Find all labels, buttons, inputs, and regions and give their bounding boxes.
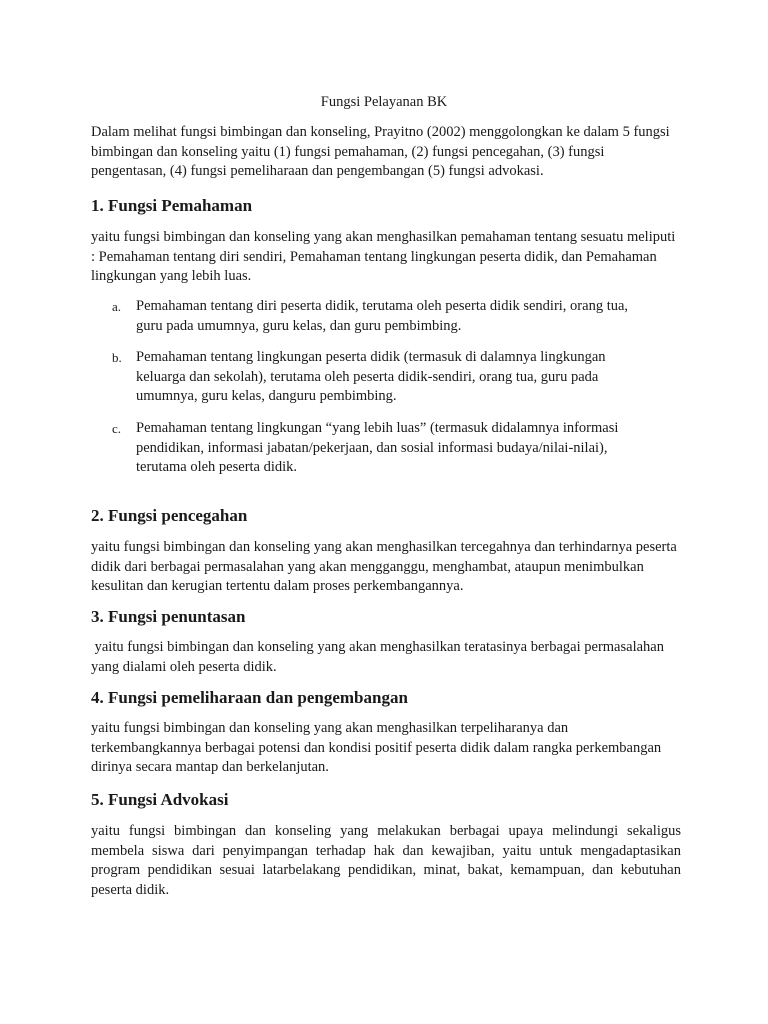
section-heading-advokasi: 5. Fungsi Advokasi [91, 790, 229, 809]
list-marker: c. [112, 421, 122, 436]
list-item-text: Pemahaman tentang lingkungan “yang lebih luas” (termasuk didalamnya informasi pendidikan, informasi jabatan/pekerjaan, dan sosial informasi budaya/nilai-nilai), terutama oleh peserta didik. [136, 420, 619, 475]
list-marker: a. [112, 299, 122, 314]
section-text-pemahaman: yaitu fungsi bimbingan dan konseling yang akan menghasilkan pemahaman tentang sesuatu meliputi : Pemahaman tentang diri sendiri, Pemahaman tentang lingkungan peserta didik, dan Pemahaman lingkungan yang lebih luas. [91, 229, 676, 284]
section-heading-pemahaman: 1. Fungsi Pemahaman [91, 196, 253, 215]
section-text-pencegahan: yaitu fungsi bimbingan dan konseling yang akan menghasilkan tercegahnya dan terhindarnya peserta didik dari berbagai permasalahan yang akan mengganggu, menghambat, ataupun menimbulkan kesulitan dan kerugian tertentu dalam proses perkembangannya. [91, 539, 677, 594]
list-item-a [112, 297, 657, 336]
document-title: Fungsi Pelayanan BK [320, 94, 448, 110]
section-text-pemeliharaan: yaitu fungsi bimbingan dan konseling yang akan menghasilkan terpeliharanya dan terkembangkannya berbagai potensi dan kondisi positif peserta didik dalam rangka perkembangan dirinya secara mantap dan berkelanjutan. [91, 720, 662, 775]
list-marker: b. [112, 350, 122, 365]
section-text-advokasi: yaitu fungsi bimbingan dan konseling yang melakukan berbagai upaya melindungi sekaligus membela siswa dari penyimpangan terhadap hak dan kewajiban, yaitu untuk mengadaptasikan program pendidikan sesuai latarbelakang pendidikan, minat, bakat, kemampuan, dan kebutuhan peserta didik. [91, 823, 681, 898]
list-item-c [112, 419, 657, 478]
intro-paragraph: Dalam melihat fungsi bimbingan dan konseling, Prayitno (2002) menggolongkan ke dalam 5 fungsi bimbingan dan konseling yaitu (1) fungsi pemahaman, (2) fungsi pencegahan, (3) fungsi pengentasan, (4) fungsi pemeliharaan dan pengembangan (5) fungsi advokasi. [91, 124, 670, 179]
section-heading-pemeliharaan: 4. Fungsi pemeliharaan dan pengembangan [91, 688, 408, 707]
section-heading-penuntasan: 3. Fungsi penuntasan [91, 607, 246, 626]
section-text-penuntasan: yaitu fungsi bimbingan dan konseling yang akan menghasilkan teratasinya berbagai permasalahan yang dialami oleh peserta didik. [91, 639, 668, 675]
section-heading-pencegahan: 2. Fungsi pencegahan [91, 506, 248, 525]
list-item-text: Pemahaman tentang lingkungan peserta didik (termasuk di dalamnya lingkungan keluarga dan sekolah), terutama oleh peserta didik-sendiri, orang tua, guru pada umumnya, guru kelas, danguru pembimbing. [136, 349, 606, 404]
list-item-text: Pemahaman tentang diri peserta didik, terutama oleh peserta didik sendiri, orang tua, guru pada umumnya, guru kelas, dan guru pembimbing. [136, 298, 629, 334]
list-item-b [112, 348, 657, 407]
